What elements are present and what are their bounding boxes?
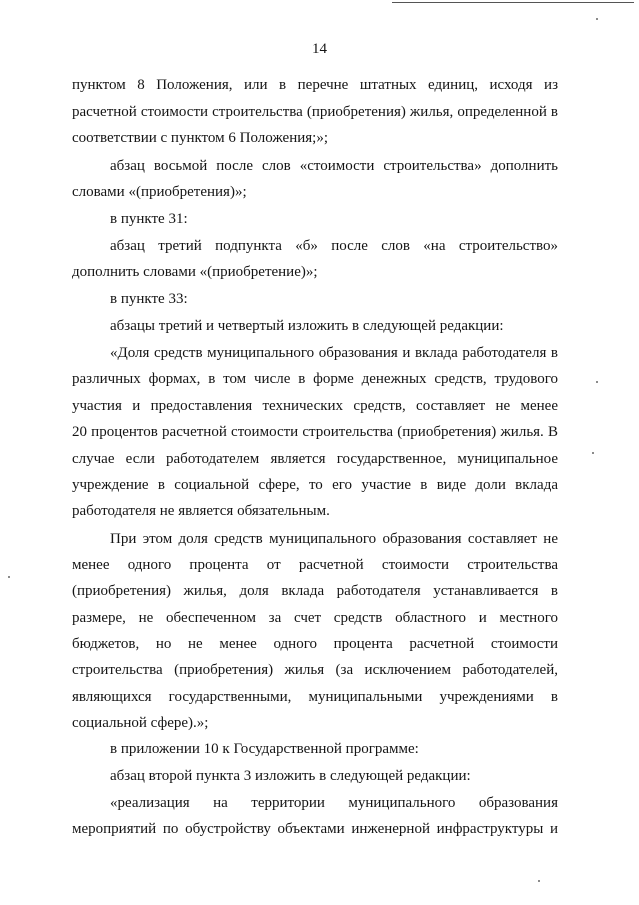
text-line: являющихся государственными, муниципальными учреждениями в xyxy=(72,689,558,705)
text-line: различных формах, в том числе в форме денежных средств, трудового xyxy=(72,371,558,387)
text-line: размере, не обеспеченном за счет средств областного и местного xyxy=(72,610,558,626)
text-line: участия и предоставления технических средств, составляет не менее xyxy=(72,398,558,414)
text-line: абзац восьмой после слов «стоимости строительства» дополнить xyxy=(110,158,558,174)
text-line: расчетной стоимости строительства (приобретения) жилья, определенной в xyxy=(72,104,558,120)
text-line: в приложении 10 к Государственной программе: xyxy=(110,741,419,757)
scan-speck xyxy=(592,452,594,454)
text-line: случае если работодателем является государственное, муниципальное xyxy=(72,451,558,467)
text-line: «Доля средств муниципального образования и вклада работодателя в xyxy=(110,345,558,361)
text-line: «реализация на территории муниципального образования xyxy=(110,795,558,811)
text-line: мероприятий по обустройству объектами инженерной инфраструктуры и xyxy=(72,821,558,837)
text-line: словами «(приобретения)»; xyxy=(72,184,247,200)
text-line: (приобретения) жилья, доля вклада работодателя устанавливается в xyxy=(72,583,558,599)
text-line: бюджетов, но не менее одного процента расчетной стоимости xyxy=(72,636,558,652)
page-number: 14 xyxy=(312,41,327,57)
text-line: дополнить словами «(приобретение)»; xyxy=(72,264,318,280)
scan-speck xyxy=(596,381,598,383)
text-line: в пункте 33: xyxy=(110,291,188,307)
text-line: в пункте 31: xyxy=(110,211,188,227)
text-line: работодателя не является обязательным. xyxy=(72,503,330,519)
text-line: абзацы третий и четвертый изложить в следующей редакции: xyxy=(110,318,504,334)
text-line: менее одного процента от расчетной стоимости строительства xyxy=(72,557,558,573)
text-line: соответствии с пунктом 6 Положения;»; xyxy=(72,130,328,146)
text-line: пунктом 8 Положения, или в перечне штатных единиц, исходя из xyxy=(72,77,558,93)
text-line: учреждение в социальной сфере, то его участие в виде доли вклада xyxy=(72,477,558,493)
text-line: При этом доля средств муниципального образования составляет не xyxy=(110,531,558,547)
text-line: абзац второй пункта 3 изложить в следующей редакции: xyxy=(110,768,471,784)
text-line: абзац третий подпункта «б» после слов «на строительство» xyxy=(110,238,558,254)
scan-speck xyxy=(538,880,540,882)
text-line: социальной сфере).»; xyxy=(72,715,209,731)
scan-speck xyxy=(8,576,10,578)
top-edge-rule xyxy=(392,2,634,3)
text-line: строительства (приобретения) жилья (за исключением работодателей, xyxy=(72,662,558,678)
text-line: 20 процентов расчетной стоимости строительства (приобретения) жилья. В xyxy=(72,424,558,440)
scan-speck xyxy=(596,18,598,20)
